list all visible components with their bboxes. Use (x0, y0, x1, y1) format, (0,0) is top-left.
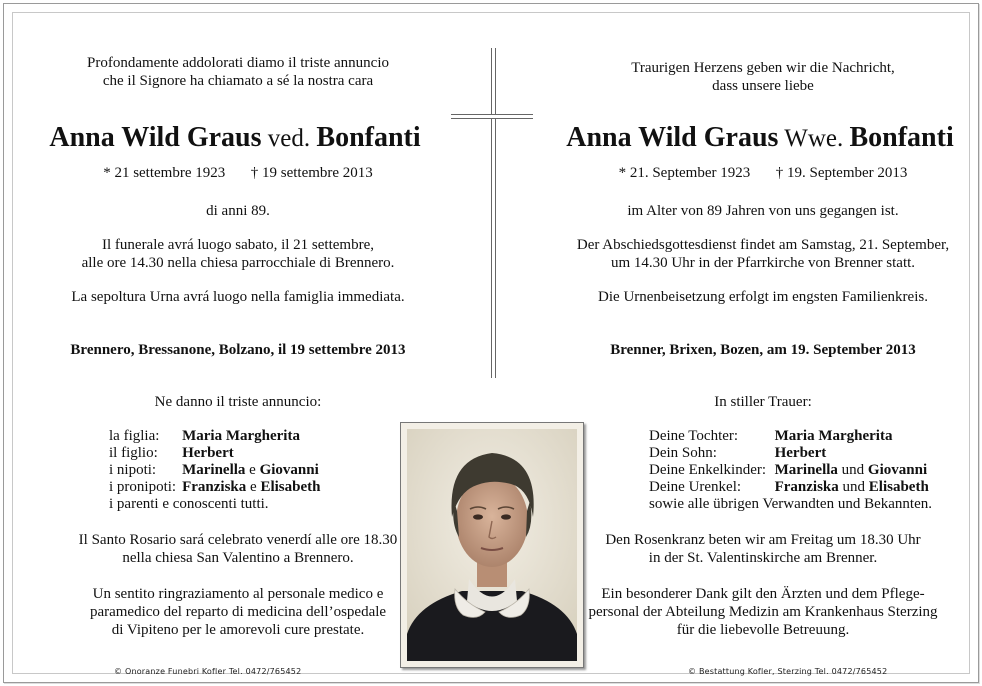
relative-name: Maria Margherita (182, 428, 300, 444)
deceased-name (537, 122, 982, 154)
intro-line-2: dass unsere liebe (712, 78, 814, 94)
relative-name: Giovanni (867, 462, 928, 478)
rosary-line-1: Il Santo Rosario sará celebrato venerdí alle ore 18.30 (78, 532, 398, 548)
relative-row (109, 479, 320, 496)
relation-label: Deine Enkelkinder: (649, 462, 767, 478)
funeral-line-1: Il funerale avrá luogo sabato, il 21 settembre, (102, 237, 374, 253)
relative-name: Franziska (774, 479, 839, 495)
burial-text: Die Urnenbeisetzung erfolgt im engsten Familienkreis. (598, 289, 928, 305)
conjunction: e (245, 462, 260, 478)
relative-name: Herbert (182, 445, 234, 461)
funeral-line-2: alle ore 14.30 nella chiesa parrocchiale di Brennero. (81, 255, 395, 271)
name-maiden: Bonfanti (849, 122, 954, 153)
thanks-line-3: für die liebevolle Betreuung. (676, 622, 850, 638)
name-main: Anna Wild Graus (566, 122, 779, 153)
announce-heading: Ne danno il triste annuncio: (154, 394, 322, 410)
thanks-line-2: personal der Abteilung Medizin am Krankenhaus Sterzing (588, 604, 938, 620)
age: im Alter von 89 Jahren von uns gegangen ist. (627, 203, 899, 219)
others-text: i parenti e conoscenti tutti. (109, 496, 269, 512)
relative-name: Elisabeth (260, 479, 321, 495)
announce-heading: In stiller Trauer: (714, 394, 812, 410)
relative-names (182, 428, 320, 445)
intro-line-1: Profondamente addolorati diamo il triste annuncio (86, 55, 389, 71)
place-date: Brenner, Brixen, Bozen, am 19. September 2013 (610, 342, 916, 358)
cross-bar (451, 114, 533, 119)
name-wwe: Wwe. (778, 125, 850, 152)
relatives-list (109, 428, 320, 513)
relative-names (775, 445, 932, 462)
relation-label: il figlio: (109, 445, 158, 461)
thanks-line-1: Ein besonderer Dank gilt den Ärzten und dem Pflege- (601, 586, 925, 602)
relation-label: Deine Tochter: (649, 428, 739, 444)
relative-row (649, 428, 932, 445)
relative-names (182, 479, 320, 496)
birth-date: * 21 settembre 1923 (103, 165, 226, 181)
relative-name: Elisabeth (868, 479, 929, 495)
relative-name: Giovanni (259, 462, 319, 478)
name-main: Anna Wild Graus (49, 122, 262, 153)
dates-row (18, 165, 458, 182)
relative-names (182, 462, 320, 479)
relation-label: Deine Urenkel: (649, 479, 742, 495)
relative-row (649, 479, 932, 496)
relation-label: Dein Sohn: (649, 445, 717, 461)
relatives-list (649, 428, 932, 513)
relative-names (182, 445, 320, 462)
intro-line-2: che il Signore ha chiamato a sé la nostra cara (102, 73, 374, 89)
conjunction: e (246, 479, 261, 495)
relative-row (649, 462, 932, 479)
birth-date: * 21. September 1923 (618, 165, 751, 181)
death-date: † 19. September 2013 (775, 165, 908, 181)
others-text: sowie alle übrigen Verwandten und Bekannten. (649, 496, 932, 512)
relative-row (109, 428, 320, 445)
relative-row (109, 462, 320, 479)
cross-icon (491, 48, 496, 378)
conjunction: und (837, 462, 868, 478)
thanks-line-1: Un sentito ringraziamento al personale medico e (92, 586, 384, 602)
burial-text: La sepoltura Urna avrá luogo nella famiglia immediata. (71, 289, 405, 305)
place-date: Brennero, Bressanone, Bolzano, il 19 settembre 2013 (70, 342, 406, 358)
rosary-line-2: in der St. Valentinskirche am Brenner. (648, 550, 878, 566)
relative-names (775, 428, 932, 445)
age: di anni 89. (206, 203, 270, 219)
funeral-line-1: Der Abschiedsgottesdienst findet am Samstag, 21. September, (576, 237, 950, 253)
thanks-line-3: di Vipiteno per le amorevoli cure prestate. (111, 622, 365, 638)
deceased-name (12, 122, 458, 154)
conjunction: und (838, 479, 869, 495)
name-ved: ved. (261, 125, 317, 152)
relative-name: Maria Margherita (774, 428, 893, 444)
dates-row (543, 165, 982, 182)
relative-names (775, 479, 932, 496)
relation-label: la figlia: (109, 428, 160, 444)
relative-name: Marinella (182, 462, 246, 478)
funeral-line-2: um 14.30 Uhr in der Pfarrkirche von Brenner statt. (610, 255, 916, 271)
relation-label: i nipoti: (109, 462, 157, 478)
relative-name: Marinella (774, 462, 838, 478)
death-date: † 19 settembre 2013 (250, 165, 373, 181)
intro-line-1: Traurigen Herzens geben wir die Nachricht, (631, 60, 895, 76)
left-footer: © Onoranze Funebri Kofler Tel. 0472/765452 (114, 667, 302, 676)
relative-row (109, 445, 320, 462)
rosary-line-2: nella chiesa San Valentino a Brennero. (122, 550, 354, 566)
relative-name: Herbert (774, 445, 827, 461)
name-maiden: Bonfanti (316, 122, 421, 153)
relation-label: i pronipoti: (109, 479, 177, 495)
relative-names (775, 462, 932, 479)
rosary-line-1: Den Rosenkranz beten wir am Freitag um 18.30 Uhr (605, 532, 921, 548)
thanks-line-2: paramedico del reparto di medicina dell’ospedale (89, 604, 387, 620)
right-footer: © Bestattung Kofler, Sterzing Tel. 0472/765452 (688, 667, 888, 676)
relative-row (649, 445, 932, 462)
relative-name: Franziska (182, 479, 247, 495)
